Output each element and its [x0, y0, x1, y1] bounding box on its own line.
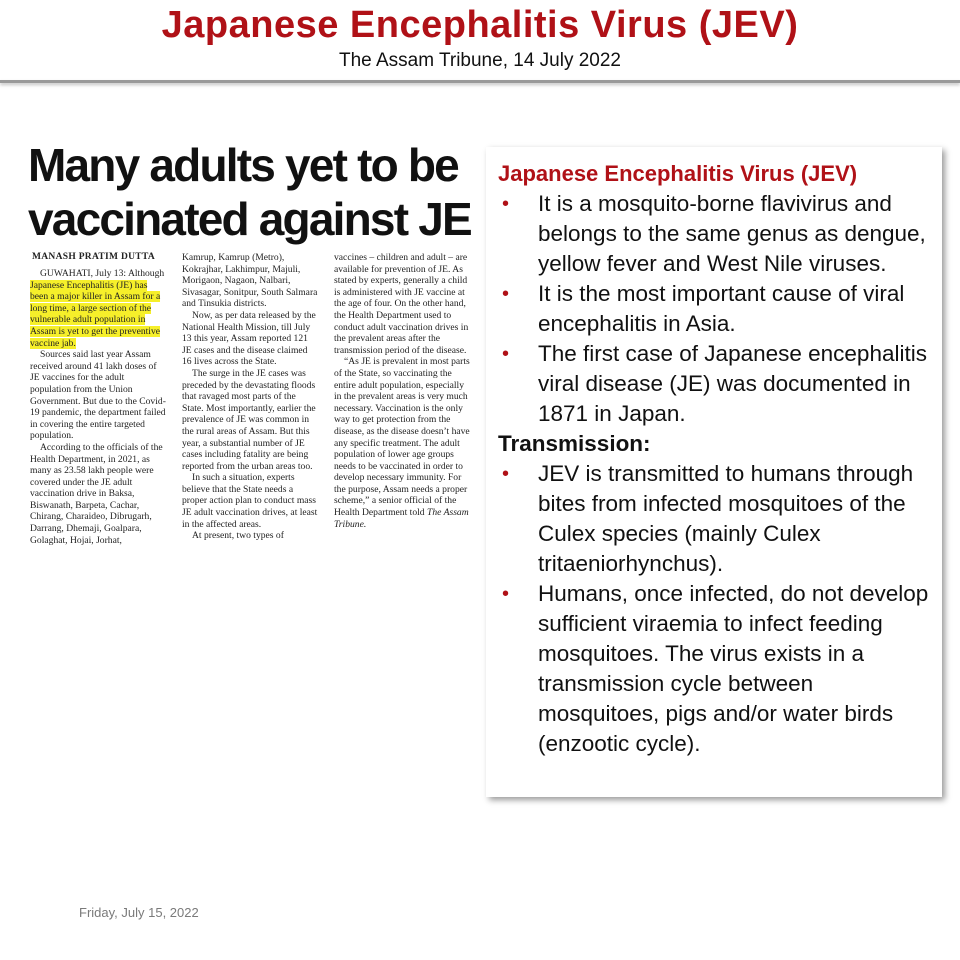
- article-paragraph: vaccines – children and adult – are available for prevention of JE. As stated by experts, generally a child is administered with JE vaccine at the age of four. On the other hand, the Health Department used to conduct adult vaccination drives in the prevalent areas after the transmission period of the disease.: [334, 252, 469, 356]
- bullet-icon: •: [502, 343, 510, 365]
- bullet-icon: •: [502, 463, 510, 485]
- bullet-text: It is the most important cause of viral encephalitis in Asia.: [538, 281, 905, 336]
- info-bullets: [498, 189, 938, 759]
- bullet-item: [498, 189, 938, 279]
- section-heading: Transmission:: [498, 431, 651, 456]
- article-paragraph: The surge in the JE cases was preceded by the devastating floods that ravaged most parts of the State. Most importantly, earlier the prevalence of JE was common in the rural areas of Assam. But this year, a substantial number of JE cases including fatality are being reported from the urban areas too.: [182, 367, 316, 472]
- newspaper-clipping: [28, 138, 476, 698]
- bullet-text: Humans, once infected, do not develop sufficient viraemia to infect feeding mosquitoes. The virus exists in a transmission cycle between mosquitoes, pigs and/or water birds (enzootic cycle).: [538, 581, 929, 756]
- slide-header: [0, 0, 960, 82]
- bullet-text: The first case of Japanese encephalitis viral disease (JE) was documented in 1871 in Japan.: [538, 341, 927, 426]
- article-paragraph: At present, two types of: [192, 530, 284, 542]
- bullet-icon: •: [502, 583, 510, 605]
- info-box: [486, 147, 942, 797]
- bullet-item: [498, 339, 938, 429]
- newspaper-name: The Assam Tribune.: [334, 507, 469, 530]
- article-headline: [28, 138, 478, 246]
- article-paragraph: Kamrup, Kamrup (Metro), Kokrajhar, Lakhimpur, Majuli, Morigaon, Nagaon, Nalbari, Sivasagar, Sonitpur, South Salmara and Tinsukia districts.: [182, 252, 318, 310]
- page-subtitle: The Assam Tribune, 14 July 2022: [339, 50, 621, 71]
- bullet-item: [498, 279, 938, 339]
- info-box-title: Japanese Encephalitis Virus (JEV): [498, 161, 858, 186]
- bullet-text: JEV is transmitted to humans through bites from infected mosquitoes of the Culex species (mainly Culex tritaeniorhynchus).: [538, 461, 914, 576]
- bullet-item: [498, 579, 938, 759]
- bullet-item: [498, 459, 938, 579]
- article-paragraph: According to the officials of the Health Department, in 2021, as many as 23.58 lakh people were covered under the JE adult vaccination drive in Baksa, Biswanath, Barpeta, Cachar, Chirang, Charaideo, Dibrugarh, Darrang, Dhemaji, Goalpara, Golaghat, Hojai, Jorhat,: [30, 441, 163, 546]
- footer-date: Friday, July 15, 2022: [79, 905, 199, 920]
- article-paragraph: Sources said last year Assam received around 41 lakh doses of JE vaccines for the adult population from the Union Government. But due to the Covid-19 pandemic, the department failed in covering the entire targeted population.: [30, 349, 166, 442]
- article-column-2: [182, 252, 318, 542]
- headline-line-1: Many adults yet to be: [28, 139, 458, 191]
- article-dateline: GUWAHATI, July 13: Although: [40, 268, 165, 279]
- article-column-3: [334, 252, 470, 530]
- bullet-text: It is a mosquito-borne flavivirus and belongs to the same genus as dengue, yellow fever and West Nile viruses.: [538, 191, 926, 276]
- highlighted-text: Japanese Encephalitis (JE) has been a major killer in Assam for a long time, a large section of the vulnerable adult population in Assam is yet to get the preventive vaccine jab.: [30, 279, 161, 349]
- page-title: Japanese Encephalitis Virus (JEV): [161, 4, 799, 46]
- bullet-icon: •: [502, 193, 510, 215]
- article-paragraph: In such a situation, experts believe that the State needs a proper action plan to conduct mass JE adult vaccination drives, at least in the affected areas.: [182, 472, 318, 530]
- article-byline: MANASH PRATIM DUTTA: [32, 252, 156, 262]
- bullet-icon: •: [502, 283, 510, 305]
- header-divider: [0, 80, 960, 83]
- article-paragraph: “As JE is prevalent in most parts of the State, so vaccinating the entire adult population, especially in the prevalent areas is very much necessary. Vaccination is the only way to get protection from the disease, as the disease doesn’t have any specific treatment. The adult population of lower age groups needs to be vaccinated in order to develop necessary immunity. For the purpose, Assam needs a proper scheme,” a senior official of the Health Department told: [334, 356, 470, 519]
- article-column-1: [30, 268, 166, 546]
- article-paragraph: Now, as per data released by the National Health Mission, till July 13 this year, Assam reported 121 JE cases and the disease claimed 16 lives across the State.: [182, 309, 316, 368]
- headline-line-2: vaccinated against JE: [28, 193, 471, 245]
